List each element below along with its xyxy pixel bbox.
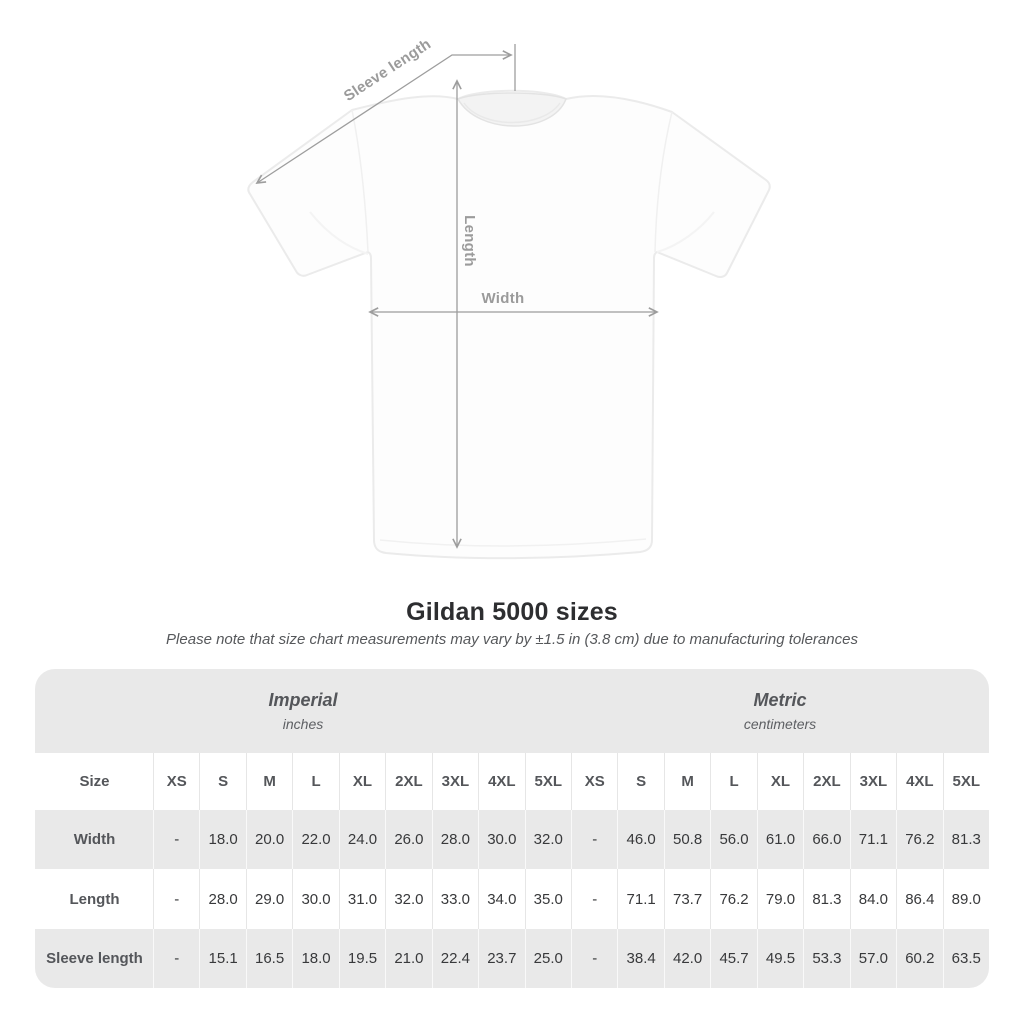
value-cell: 45.7 xyxy=(710,929,756,988)
value-cell: 42.0 xyxy=(664,929,710,988)
tshirt-graphic xyxy=(248,91,769,558)
value-cell: 81.3 xyxy=(803,869,849,929)
value-cell: 53.3 xyxy=(803,929,849,988)
imperial-size-header: M xyxy=(246,753,292,810)
imperial-size-header: S xyxy=(199,753,245,810)
value-cell: 18.0 xyxy=(292,929,338,988)
value-cell: 76.2 xyxy=(896,810,942,869)
value-cell: 35.0 xyxy=(525,869,571,929)
value-cell: 26.0 xyxy=(385,810,431,869)
value-cell: 38.4 xyxy=(617,929,663,988)
value-cell: 89.0 xyxy=(943,869,989,929)
value-cell: 33.0 xyxy=(432,869,478,929)
value-cell: 57.0 xyxy=(850,929,896,988)
value-cell: 30.0 xyxy=(478,810,524,869)
metric-size-header: 4XL xyxy=(896,753,942,810)
table-row xyxy=(35,810,989,869)
metric-size-header: XL xyxy=(757,753,803,810)
value-cell: 84.0 xyxy=(850,869,896,929)
imperial-size-header: 2XL xyxy=(385,753,431,810)
metric-label: Metric xyxy=(753,690,807,710)
value-cell: 25.0 xyxy=(525,929,571,988)
value-cell: 19.5 xyxy=(339,929,385,988)
value-cell: 32.0 xyxy=(385,869,431,929)
metric-header xyxy=(571,669,989,753)
value-cell: 18.0 xyxy=(199,810,245,869)
value-cell: 49.5 xyxy=(757,929,803,988)
row-label: Sleeve length xyxy=(46,950,143,967)
row-label: Length xyxy=(69,890,120,908)
metric-size-header: 2XL xyxy=(803,753,849,810)
size-table xyxy=(35,669,989,988)
value-cell: 76.2 xyxy=(710,869,756,929)
value-cell: 28.0 xyxy=(199,869,245,929)
imperial-size-header: XL xyxy=(339,753,385,810)
value-cell: 79.0 xyxy=(757,869,803,929)
value-cell: 30.0 xyxy=(292,869,338,929)
unit-header-band xyxy=(35,669,989,753)
imperial-label: Imperial xyxy=(268,690,338,710)
size-column-header: Size xyxy=(79,773,110,790)
size-grid xyxy=(35,753,989,988)
tolerance-note: Please note that size chart measurements may vary by ±1.5 in (3.8 cm) due to manufacturing tolerances xyxy=(166,631,858,648)
metric-size-header: M xyxy=(664,753,710,810)
value-cell: - xyxy=(153,810,199,869)
value-cell: 46.0 xyxy=(617,810,663,869)
imperial-unit-label: inches xyxy=(282,716,324,732)
value-cell: 71.1 xyxy=(617,869,663,929)
value-cell: 24.0 xyxy=(339,810,385,869)
value-cell: 50.8 xyxy=(664,810,710,869)
value-cell: - xyxy=(153,869,199,929)
value-cell: 28.0 xyxy=(432,810,478,869)
metric-unit-label: centimeters xyxy=(743,716,817,732)
width-label: Width xyxy=(481,290,525,307)
value-cell: 71.1 xyxy=(850,810,896,869)
imperial-size-header: 5XL xyxy=(525,753,571,810)
length-label: Length xyxy=(461,215,478,267)
value-cell: 61.0 xyxy=(757,810,803,869)
metric-size-header: 5XL xyxy=(943,753,989,810)
value-cell: 15.1 xyxy=(199,929,245,988)
value-cell: 20.0 xyxy=(246,810,292,869)
metric-size-header: S xyxy=(617,753,663,810)
imperial-size-header: XS xyxy=(153,753,199,810)
value-cell: 31.0 xyxy=(339,869,385,929)
value-cell: - xyxy=(571,810,617,869)
row-label: Width xyxy=(73,831,116,848)
metric-size-header: L xyxy=(710,753,756,810)
value-cell: 56.0 xyxy=(710,810,756,869)
imperial-size-header: L xyxy=(292,753,338,810)
metric-size-header: XS xyxy=(571,753,617,810)
table-row xyxy=(35,869,989,929)
value-cell: 21.0 xyxy=(385,929,431,988)
imperial-size-header: 4XL xyxy=(478,753,524,810)
value-cell: - xyxy=(571,929,617,988)
value-cell: 16.5 xyxy=(246,929,292,988)
value-cell: - xyxy=(571,869,617,929)
metric-size-header: 3XL xyxy=(850,753,896,810)
value-cell: 81.3 xyxy=(943,810,989,869)
table-row xyxy=(35,929,989,988)
value-cell: 34.0 xyxy=(478,869,524,929)
value-cell: 23.7 xyxy=(478,929,524,988)
value-cell: 60.2 xyxy=(896,929,942,988)
sleeve-length-label: Sleeve length xyxy=(340,35,435,105)
value-cell: 22.4 xyxy=(432,929,478,988)
page-title: Gildan 5000 sizes xyxy=(406,598,618,626)
imperial-size-header: 3XL xyxy=(432,753,478,810)
value-cell: 86.4 xyxy=(896,869,942,929)
imperial-header xyxy=(35,669,571,753)
value-cell: 63.5 xyxy=(943,929,989,988)
value-cell: - xyxy=(153,929,199,988)
value-cell: 73.7 xyxy=(664,869,710,929)
value-cell: 32.0 xyxy=(525,810,571,869)
value-cell: 66.0 xyxy=(803,810,849,869)
table-row xyxy=(35,753,989,810)
value-cell: 29.0 xyxy=(246,869,292,929)
value-cell: 22.0 xyxy=(292,810,338,869)
